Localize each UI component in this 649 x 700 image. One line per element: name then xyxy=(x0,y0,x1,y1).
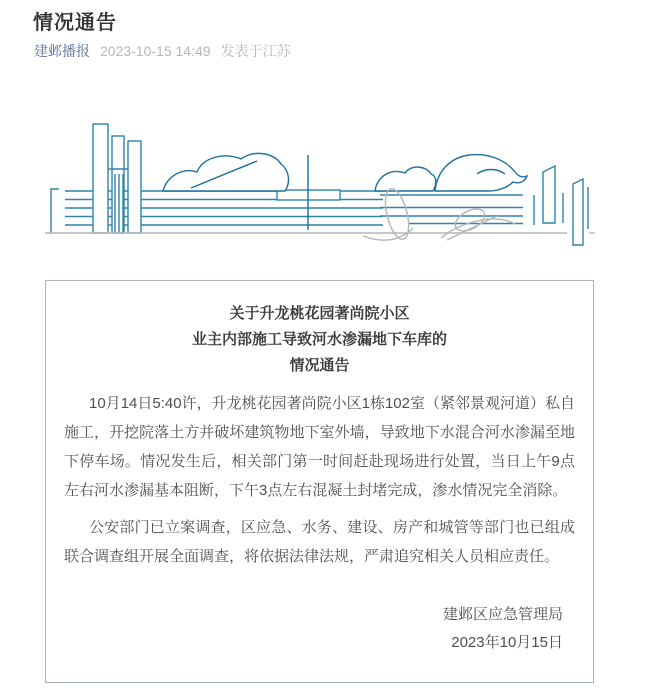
notice-signature xyxy=(64,601,575,657)
notice-title-line-3: 情况通告 xyxy=(289,357,350,374)
signature-org: 建邺区应急管理局 xyxy=(442,606,563,623)
notice-title xyxy=(64,301,575,379)
publish-location: 发表于江苏 xyxy=(220,43,291,59)
notice-title-line-2: 业主内部施工导致河水渗漏地下车库的 xyxy=(191,331,447,348)
signature-date: 2023年10月15日 xyxy=(451,634,563,651)
notice-paragraph-1: 10月14日5:40许，升龙桃花园著尚院小区1栋102室（紧邻景观河道）私自施工，开挖院落土方并破坏建筑物地下室外墙，导致地下水混合河水渗漏至地下停车场。情况发生后，相关部门第一时间赶赴现场进行处置，当日上午9点左右河水渗漏基本阻断，下午3点左右混凝土封堵完成，渗水情况完全消除。 xyxy=(64,395,575,499)
skyline-line-art-svg xyxy=(45,110,595,250)
notice-body xyxy=(64,389,575,571)
byline xyxy=(34,41,301,61)
account-name[interactable]: 建邺播报 xyxy=(34,43,90,59)
notice-paragraph-2: 公安部门已立案调查，区应急、水务、建设、房产和城管等部门也已组成联合调查组开展全面调查，将依据法律法规，严肃追究相关人员相应责任。 xyxy=(64,519,575,565)
notice-box xyxy=(45,280,594,683)
skyline-illustration xyxy=(45,110,595,250)
notice-title-line-1: 关于升龙桃花园著尚院小区 xyxy=(229,305,410,322)
publish-time: 2023-10-15 14:49 xyxy=(100,43,211,59)
page-title: 情况通告 xyxy=(33,12,117,34)
